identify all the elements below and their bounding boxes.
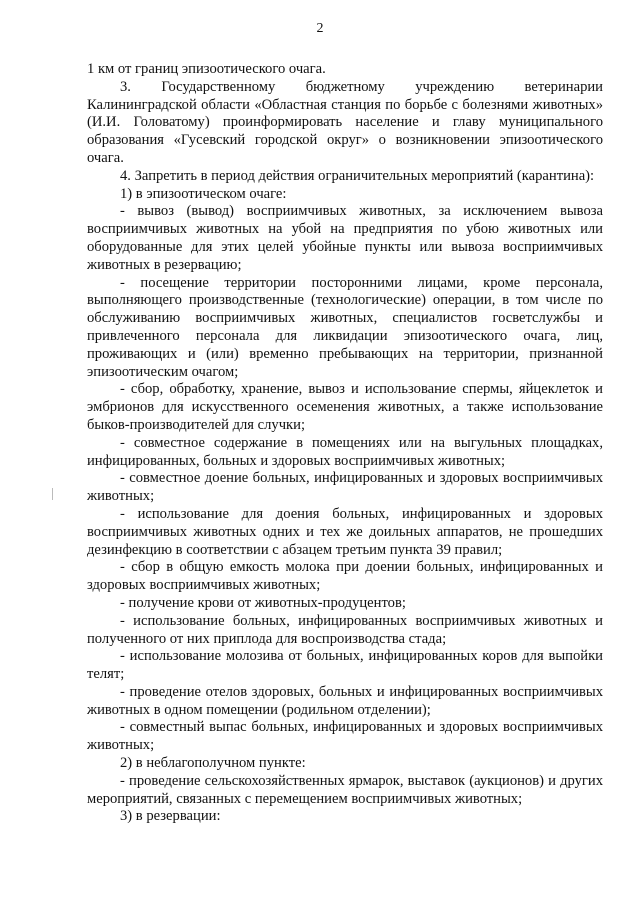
paragraph: - совместное содержание в помещениях или на выгульных площадках, инфицированных, больных и здоровых восприимчивых животных;: [87, 434, 603, 469]
paragraph: - совместное доение больных, инфицированных и здоровых восприимчивых животных;: [87, 470, 603, 505]
paragraph: 1) в эпизоотическом очаге:: [120, 185, 287, 202]
page-number: 2: [316, 21, 324, 36]
paragraph: - совместный выпас больных, инфицированных и здоровых восприимчивых животных;: [87, 719, 603, 754]
paragraph: - получение крови от животных-продуцентов;: [120, 594, 406, 611]
paragraph: - проведение отелов здоровых, больных и инфицированных восприимчивых животных в одном помещении (родильном отделении);: [87, 683, 603, 718]
paragraph: - использование больных, инфицированных восприимчивых животных и полученного от них приплода для воспроизводства стада;: [87, 612, 603, 647]
paragraph: 3. Государственному бюджетному учреждению ветеринарии Калининградской области «Областная станция по борьбе с болезнями животных» (И.И. Головатому) проинформировать население и главу муниципального образования «Гусевский городской округ» о возникновении эпизоотического очага.: [87, 78, 603, 166]
paragraph: - использование молозива от больных, инфицированных коров для выпойки телят;: [87, 648, 603, 683]
paragraph: - сбор в общую емкость молока при доении больных, инфицированных и здоровых восприимчивых животных;: [87, 559, 603, 594]
paragraph: - посещение территории посторонними лицами, кроме персонала, выполняющего производственные (технологические) операции, в том числе по обслуживанию восприимчивых животных, специалистов госветслужбы и привлеченного персонала для ликвидации эпизоотического очага, лиц, проживающих и (или) временно пребывающих на территории, признанной эпизоотическим очагом;: [87, 274, 603, 380]
paragraph: 1 км от границ эпизоотического очага.: [87, 61, 326, 77]
paragraph: - сбор, обработку, хранение, вывоз и использование спермы, яйцеклеток и эмбрионов для искусственного осеменения животных, а также использование быков-производителей для случки;: [87, 381, 603, 433]
paragraph: - использование для доения больных, инфицированных и здоровых восприимчивых животных одних и тех же доильных аппаратов, не прошедших дезинфекцию в соответствии с абзацем третьим пункта 39 правил;: [87, 505, 603, 558]
margin-mark: [52, 488, 53, 500]
paragraph: 4. Запретить в период действия ограничительных мероприятий (карантина):: [120, 167, 595, 184]
document-body: [87, 61, 603, 826]
paragraph: - проведение сельскохозяйственных ярмарок, выставок (аукционов) и других мероприятий, связанных с перемещением восприимчивых животных;: [87, 772, 603, 807]
paragraph: 3) в резервации:: [120, 808, 221, 825]
paragraph: 2) в неблагополучном пункте:: [120, 755, 306, 772]
paragraph: - вывоз (вывод) восприимчивых животных, за исключением вывоза восприимчивых животных на убой на предприятия по убою животных или оборудованные для этих целей убойные пункты или вывоза восприимчивых животных в резервацию;: [87, 203, 603, 273]
